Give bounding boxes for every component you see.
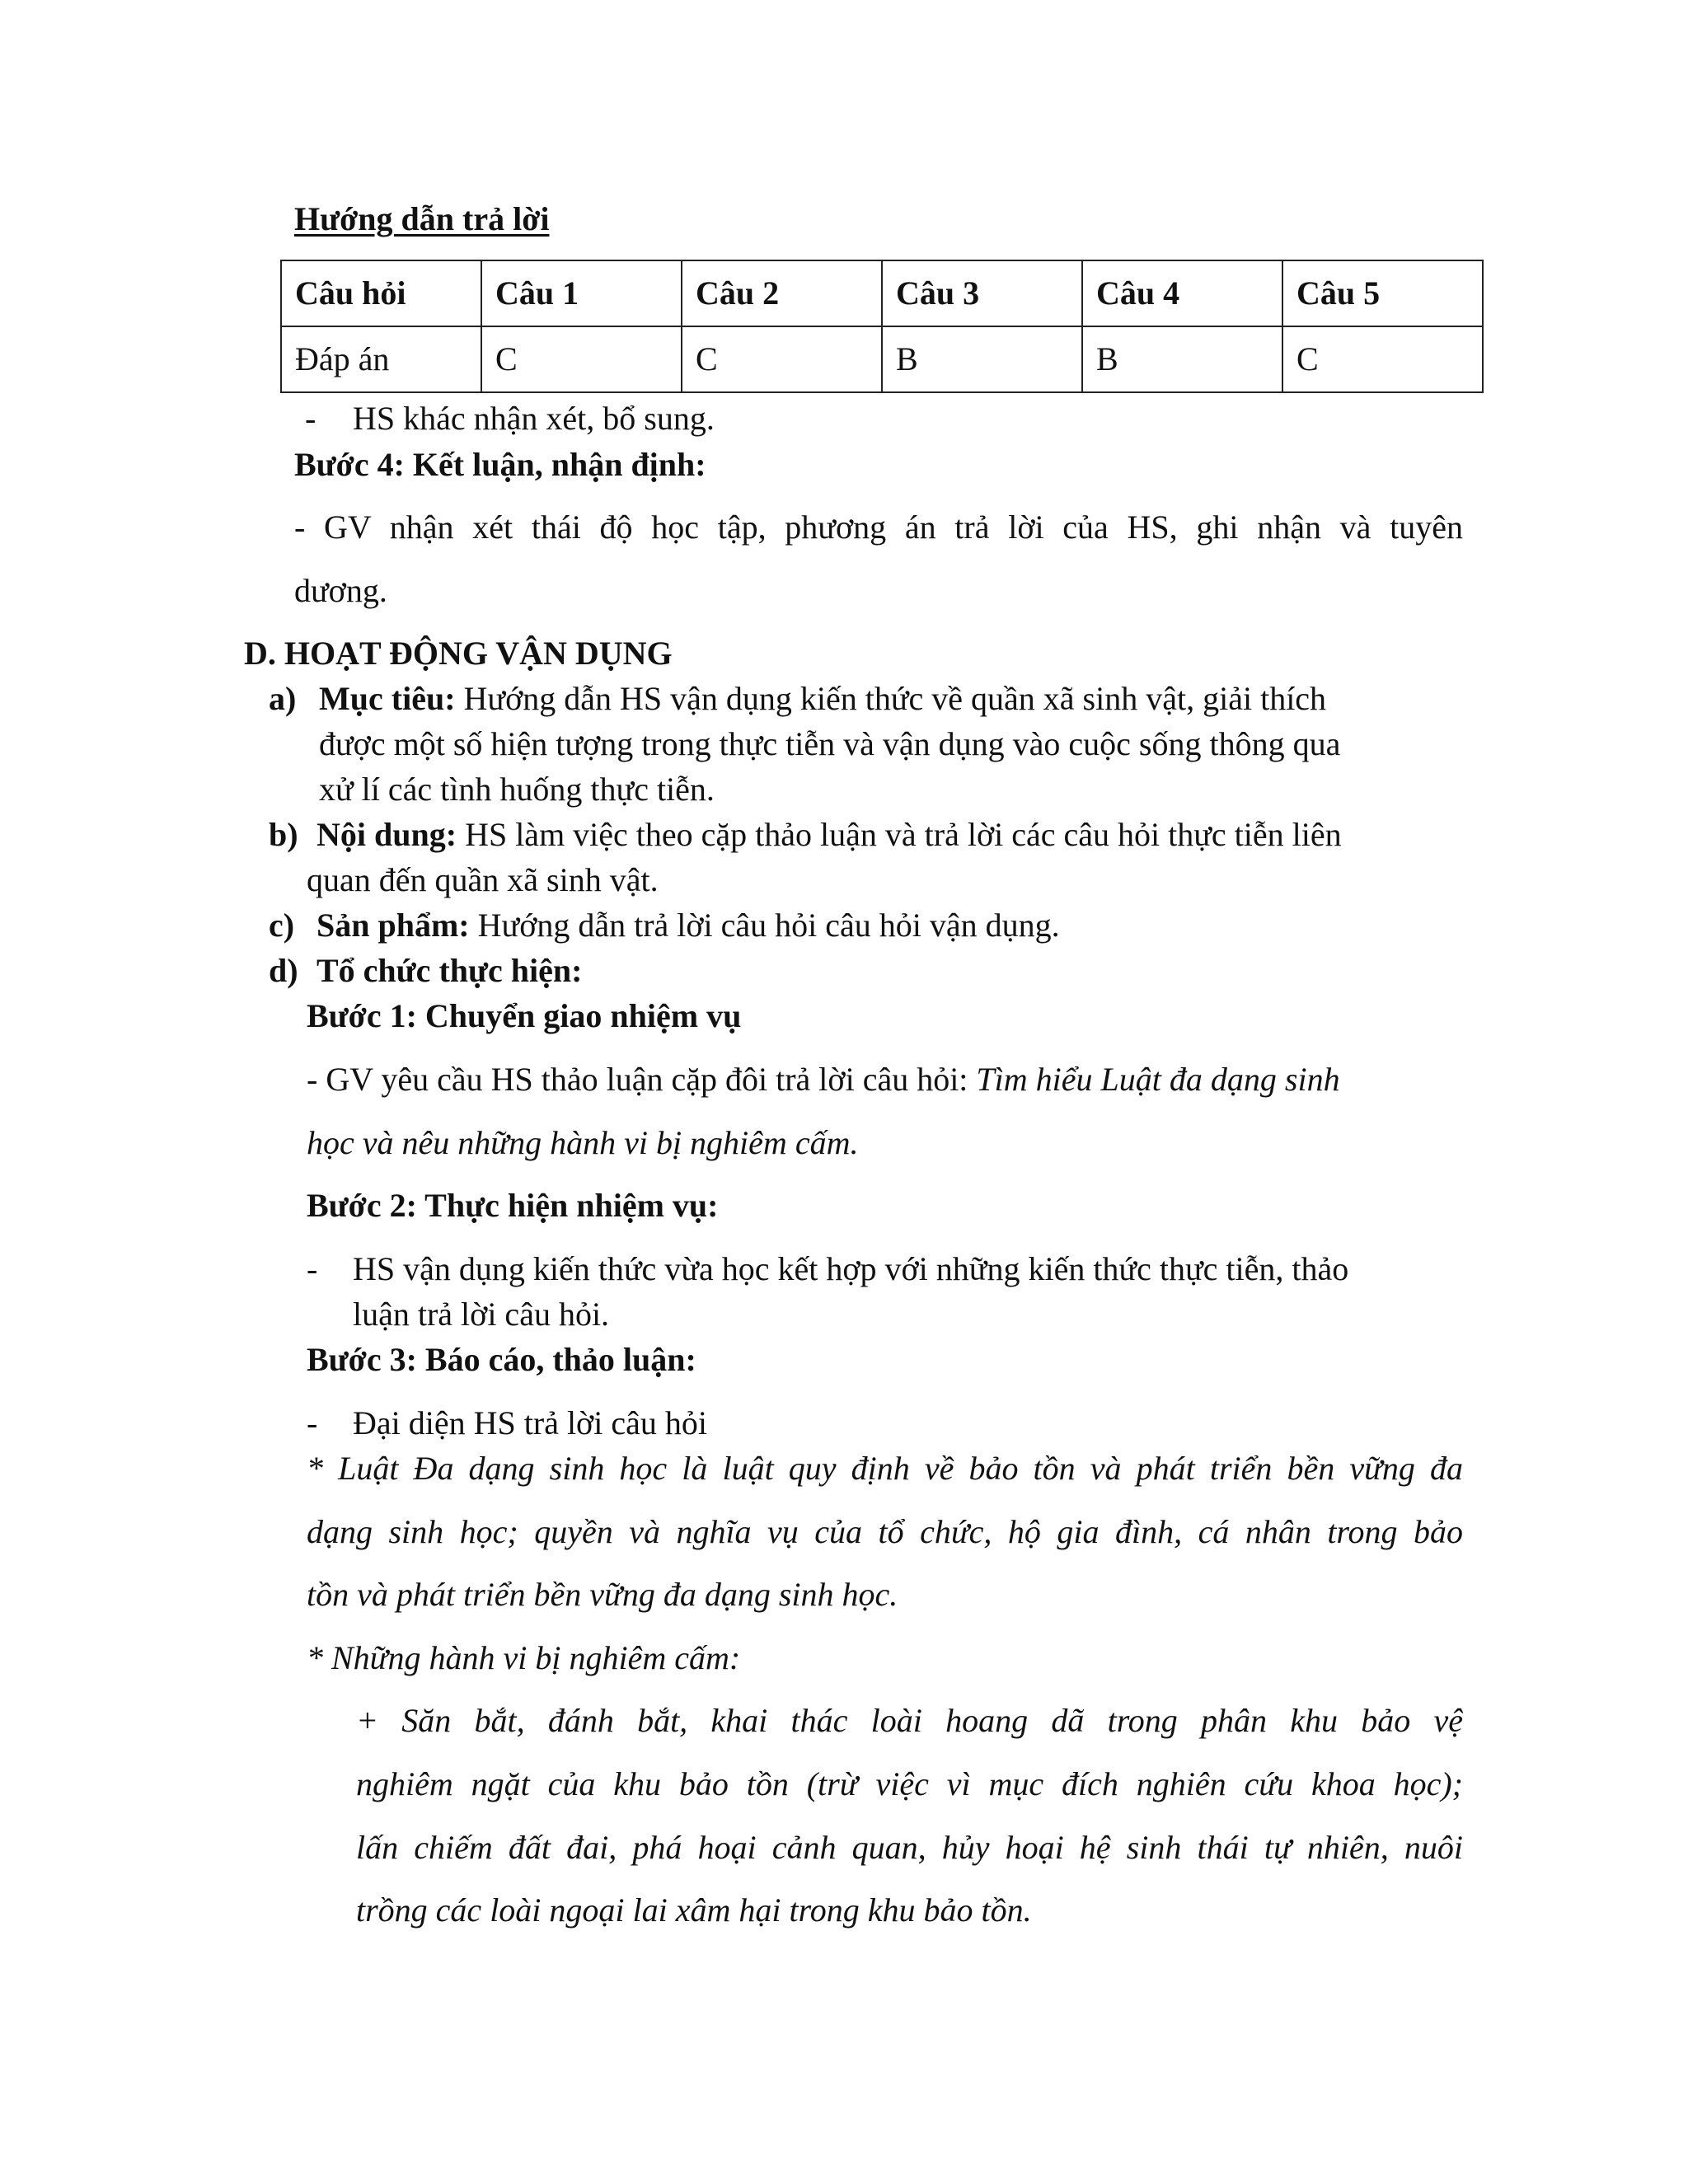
item-b-line-1 [316, 818, 1342, 851]
table-header-cell: Câu hỏi [281, 260, 481, 326]
item-c-key: Sản phẩm: [316, 907, 470, 944]
answer-table-row [281, 326, 1483, 392]
table-header-cell: Câu 1 [481, 260, 682, 326]
item-b-label: b) [269, 816, 298, 853]
luat-line-3: tồn và phát triển bền vững đa dạng sinh học. [307, 1576, 898, 1613]
bullet-dash: - [307, 1404, 318, 1441]
buoc2-line-2: luận trả lời câu hỏi. [353, 1296, 610, 1333]
buoc3-title: Bước 3: Báo cáo, thảo luận: [307, 1341, 696, 1378]
item-c-label: c) [269, 907, 295, 944]
item-a-line-1 [319, 682, 1326, 715]
table-header-cell: Câu 3 [882, 260, 1082, 326]
buoc1-line-1 [307, 1063, 1340, 1096]
buoc1-text-1a: - GV yêu cầu HS thảo luận cặp đôi trả lời câu hỏi: [307, 1061, 968, 1098]
buoc1-line-2: học và nêu những hành vi bị nghiêm cấm. [307, 1124, 859, 1161]
hanh-vi-line-2: nghiêm ngặt của khu bảo tồn (trừ việc vì mục đích nghiên cứu khoa học); [356, 1765, 1463, 1802]
item-a-label: a) [269, 680, 297, 717]
table-cell: C [682, 326, 882, 392]
buoc2-line-1: HS vận dụng kiến thức vừa học kết hợp với những kiến thức thực tiễn, thảo [353, 1250, 1349, 1287]
table-cell: B [882, 326, 1082, 392]
answer-table-header-row [281, 260, 1483, 326]
hanh-vi-line-3: lấn chiếm đất đai, phá hoại cảnh quan, hủy hoại hệ sinh thái tự nhiên, nuôi [356, 1829, 1463, 1866]
bullet-dash: - [305, 400, 316, 437]
luat-line-1: * Luật Đa dạng sinh học là luật quy định về bảo tồn và phát triển bền vững đa [307, 1450, 1463, 1487]
item-b-key: Nội dung: [316, 816, 457, 853]
hs-nhan-xet-line: HS khác nhận xét, bổ sung. [353, 400, 715, 437]
table-header-cell: Câu 2 [682, 260, 882, 326]
item-d-label: d) [269, 952, 298, 989]
luat-line-2: dạng sinh học; quyền và nghĩa vụ của tổ chức, hộ gia đình, cá nhân trong bảo [307, 1513, 1463, 1550]
item-a-line-2: được một số hiện tượng trong thực tiễn và vận dụng vào cuộc sống thông qua [319, 725, 1341, 762]
item-d-key: Tổ chức thực hiện: [316, 952, 583, 989]
table-cell: B [1082, 326, 1282, 392]
item-a-text-1: Hướng dẫn HS vận dụng kiến thức về quần xã sinh vật, giải thích [463, 680, 1327, 717]
item-a-key: Mục tiêu: [319, 680, 456, 717]
item-b-text-1: HS làm việc theo cặp thảo luận và trả lời các câu hỏi thực tiễn liên [465, 816, 1342, 853]
table-header-cell: Câu 5 [1282, 260, 1483, 326]
gv-nhan-xet-line-2: dương. [294, 572, 387, 609]
item-c-text-1: Hướng dẫn trả lời câu hỏi câu hỏi vận dụng. [477, 907, 1060, 944]
bullet-dash: - [307, 1250, 318, 1287]
buoc4-title: Bước 4: Kết luận, nhận định: [294, 446, 706, 483]
hanh-vi-line-1: + Săn bắt, đánh bắt, khai thác loài hoang dã trong phân khu bảo vệ [356, 1702, 1463, 1739]
hanh-vi-title: * Những hành vi bị nghiêm cấm: [307, 1639, 741, 1676]
buoc1-title: Bước 1: Chuyển giao nhiệm vụ [307, 997, 742, 1034]
heading-answer-guide: Hướng dẫn trả lời [294, 200, 550, 237]
table-cell: C [481, 326, 682, 392]
gv-nhan-xet-line-1: - GV nhận xét thái độ học tập, phương án trả lời của HS, ghi nhận và tuyên [294, 509, 1463, 546]
table-cell: C [1282, 326, 1483, 392]
item-b-line-2: quan đến quần xã sinh vật. [307, 861, 659, 898]
answer-table [280, 260, 1484, 393]
buoc2-title: Bước 2: Thực hiện nhiệm vụ: [307, 1187, 719, 1224]
buoc1-text-1b: Tìm hiểu Luật đa dạng sinh [976, 1061, 1340, 1098]
buoc3-line: Đại diện HS trả lời câu hỏi [353, 1404, 707, 1441]
item-a-line-3: xử lí các tình huống thực tiễn. [319, 771, 715, 808]
table-cell: Đáp án [281, 326, 481, 392]
hanh-vi-line-4: trồng các loài ngoại lai xâm hại trong khu bảo tồn. [356, 1891, 1032, 1929]
section-d-title: D. HOẠT ĐỘNG VẬN DỤNG [244, 635, 673, 672]
table-header-cell: Câu 4 [1082, 260, 1282, 326]
item-c-line-1 [316, 909, 1060, 942]
